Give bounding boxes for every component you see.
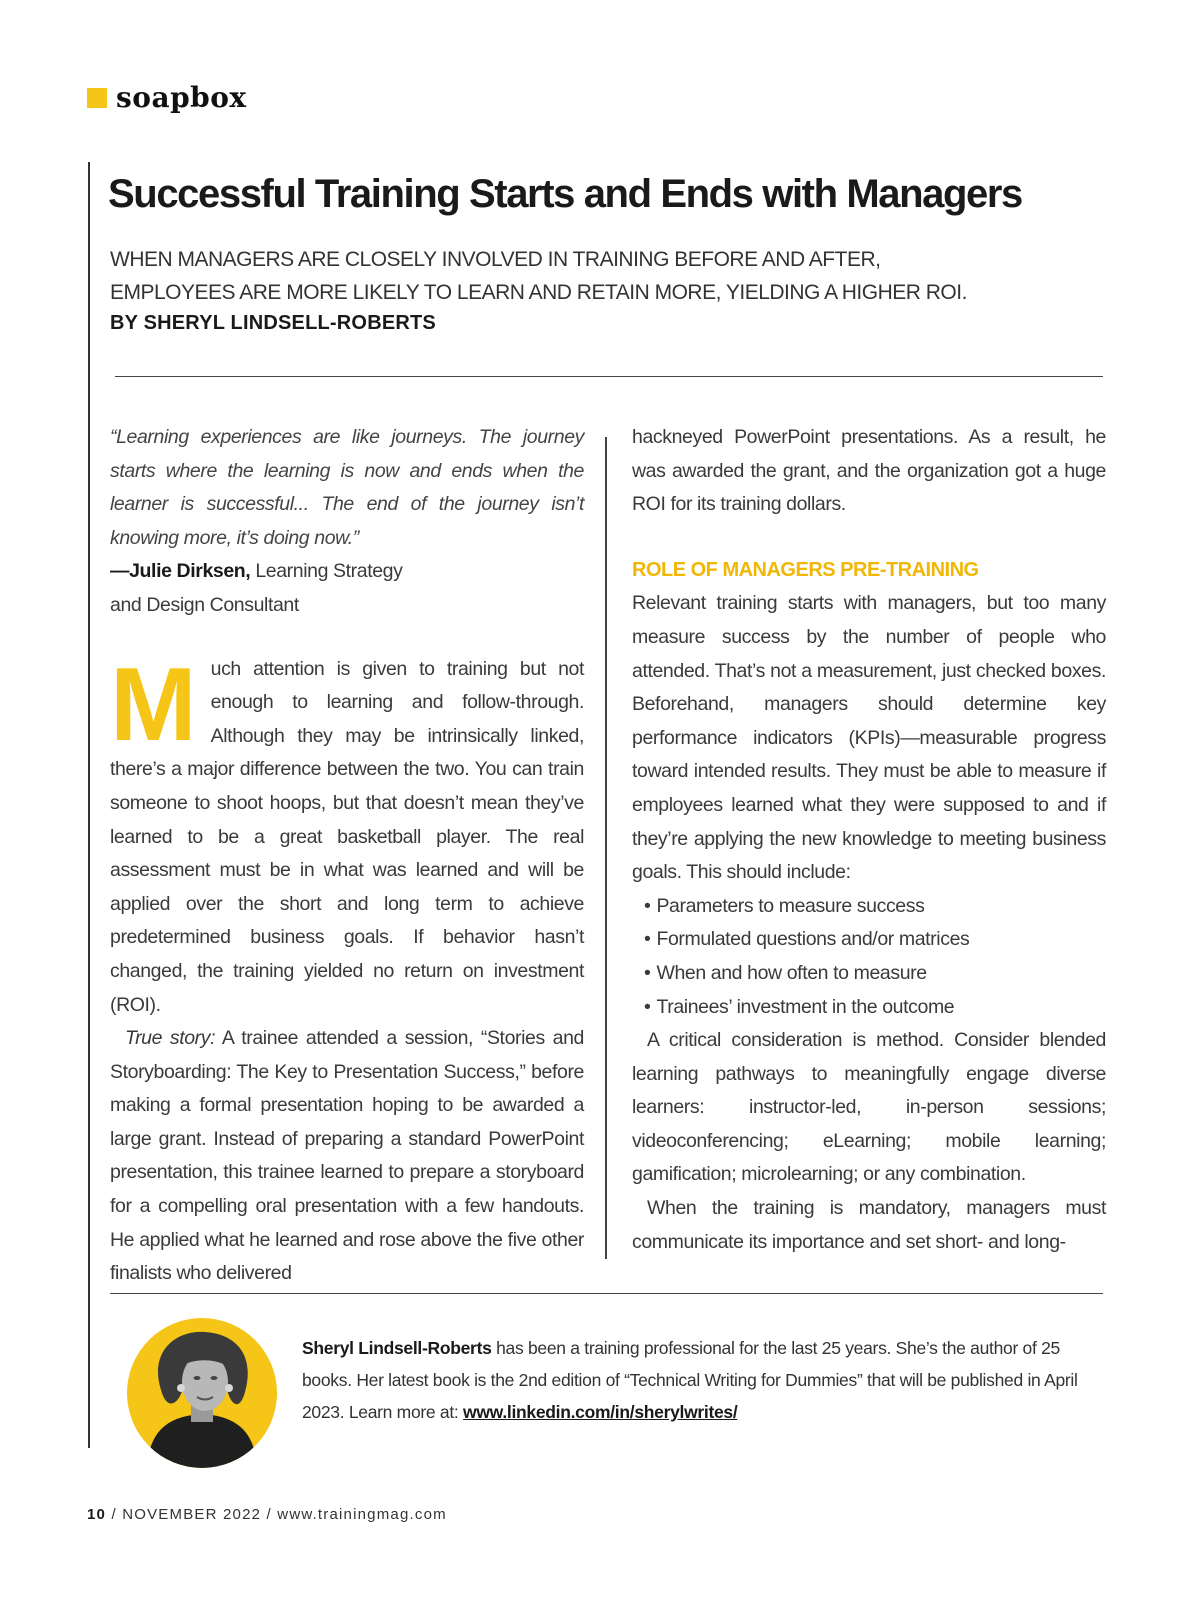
bio-divider: [110, 1293, 1103, 1294]
body-paragraph-5: When the training is mandatory, managers must communicate its importance and set short- and long-: [632, 1197, 1106, 1253]
list-item: • Trainees’ investment in the outcome: [644, 991, 1106, 1025]
article-headline: Successful Training Starts and Ends with Managers: [108, 172, 1022, 216]
left-vertical-rule: [88, 162, 90, 1448]
body-paragraph-continued: hackneyed PowerPoint presentations. As a result, he was awarded the grant, and the organization got a huge ROI for its training dollars.: [632, 426, 1106, 516]
body-paragraph-4: A critical consideration is method. Consider blended learning pathways to meaningfully engage diverse learners: instructor-led, in-person sessions; videoconferencing; eLearning; mobile learning; gamification; microlearning; or any combination.: [632, 1029, 1106, 1186]
author-photo: [127, 1318, 277, 1468]
article-deck: [110, 243, 1110, 309]
body-paragraph-1-text: uch attention is given to training but not enough to learning and follow-through. Although they may be intrinsically linked, there’s a major difference between the two. You can train someone to shoot hoops, but that doesn’t mean they’ve learned to be a great basketball player. The real assessment must be in what was learned and will be applied over the short and long term to achieve predetermined business goals. If behavior hasn’t changed, the training yielded no return on investment (ROI).: [110, 657, 584, 1016]
page-footer: [87, 1505, 447, 1525]
quote-attribution: [110, 555, 584, 622]
attribution-role-1: Learning Strategy: [250, 560, 403, 583]
body-paragraph-2: [110, 1022, 584, 1291]
deck-line-1: WHEN MANAGERS ARE CLOSELY INVOLVED IN TRAINING BEFORE AND AFTER,: [110, 248, 881, 271]
author-bio-text: has been a training professional for the last 25 years. She’s the author of 25 books. Her latest book is the 2nd edition of “Technical Writing for Dummies” that will be published in April 2023. Learn more at:: [302, 1338, 1078, 1422]
kpi-bullet-list: [632, 890, 1106, 1024]
header-divider: [115, 376, 1103, 377]
list-item: • When and how often to measure: [644, 957, 1106, 991]
left-column: [110, 421, 584, 1291]
article-byline: BY SHERYL LINDSELL-ROBERTS: [110, 312, 436, 334]
author-linkedin-link[interactable]: www.linkedin.com/in/sherylwrites/: [463, 1402, 738, 1422]
drop-cap: M: [110, 646, 195, 763]
page-number: 10: [87, 1506, 107, 1523]
true-story-lead: True story:: [125, 1027, 216, 1050]
subhead-role-of-managers: ROLE OF MANAGERS PRE-TRAINING: [632, 558, 979, 581]
attribution-name: —Julie Dirksen,: [110, 560, 251, 583]
right-column: [632, 421, 1106, 1259]
body-paragraph-2-text: A trainee attended a session, “Stories and Storyboarding: The Key to Presentation Success,” before making a formal presentation hoping to be awarded a large grant. Instead of preparing a standard PowerPoint presentation, this trainee learned to prepare a storyboard for a compelling oral presentation with a few handouts. He applied what he learned and rose above the five other finalists who delivered: [110, 1027, 584, 1285]
column-divider: [605, 437, 607, 1259]
list-item: • Parameters to measure success: [644, 890, 1106, 924]
section-square-icon: [87, 88, 107, 108]
deck-line-2: EMPLOYEES ARE MORE LIKELY TO LEARN AND RETAIN MORE, YIELDING A HIGHER ROI.: [110, 281, 967, 304]
body-paragraph-1: [110, 646, 584, 1023]
section-tag: [87, 81, 247, 114]
section-label: soapbox: [116, 81, 247, 114]
author-name: Sheryl Lindsell-Roberts: [302, 1338, 492, 1358]
footer-text: / NOVEMBER 2022 / www.trainingmag.com: [106, 1506, 447, 1523]
pull-quote: “Learning experiences are like journeys. The journey starts where the learning is now and ends when the learner is successful... The end of the journey isn’t knowing more, it’s doing now.”: [110, 426, 584, 549]
list-item: • Formulated questions and/or matrices: [644, 923, 1106, 957]
attribution-role-2: and Design Consultant: [110, 593, 299, 616]
author-bio: [302, 1332, 1092, 1428]
body-paragraph-3: Relevant training starts with managers, but too many measure success by the number of people who attended. That’s not a measurement, just checked boxes. Beforehand, managers should determine key performance indicators (KPIs)—measurable progress toward intended results. They must be able to measure if employees learned what they were supposed to and if they’re applying the new knowledge to meeting business goals. This should include:: [632, 592, 1106, 884]
